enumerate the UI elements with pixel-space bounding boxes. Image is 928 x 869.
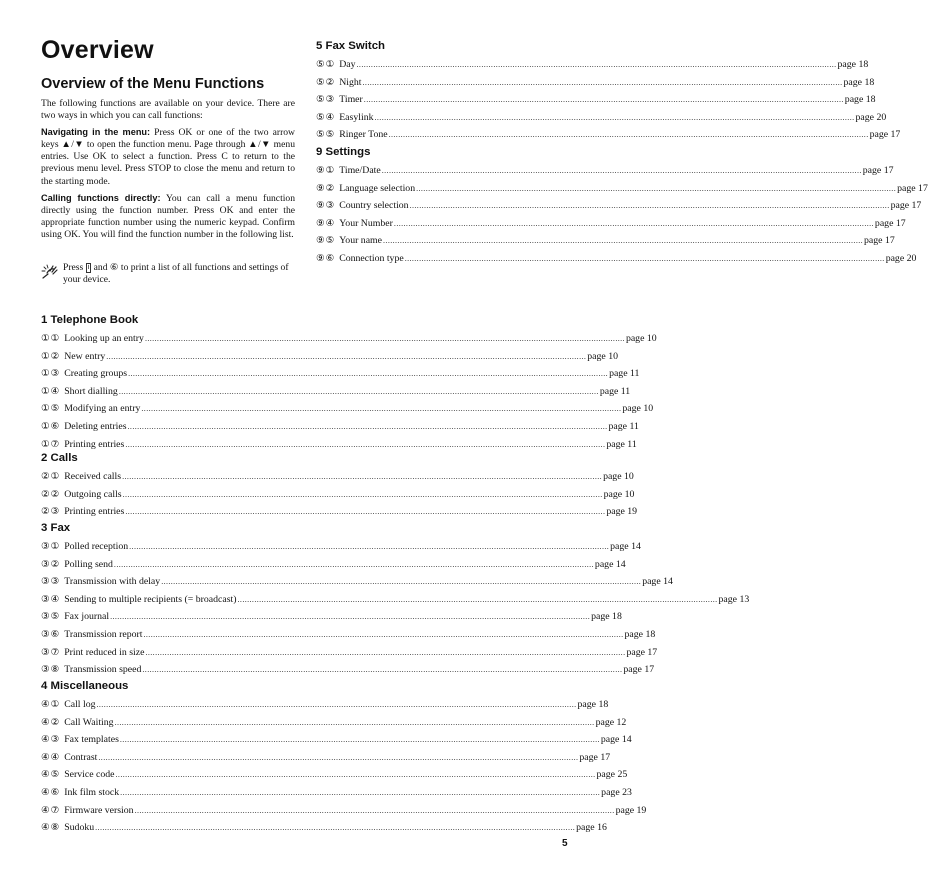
dot-leader: ........................................................................................................................................................................................................	[362, 77, 843, 87]
function-label: Your name	[339, 235, 383, 247]
page-reference: page 17	[623, 664, 655, 676]
dot-leader: ........................................................................................................................................................................................................	[144, 334, 625, 343]
function-number: ③③	[41, 576, 61, 588]
function-label: Night	[339, 76, 362, 88]
function-label: Transmission with delay	[64, 576, 161, 588]
page-reference: page 18	[843, 76, 875, 88]
function-label: Ringer Tone	[339, 129, 388, 141]
menu-entry	[41, 573, 673, 591]
page-reference: page 18	[624, 628, 656, 640]
function-number: ②①	[41, 471, 61, 482]
menu-entry	[316, 232, 895, 250]
intro-text	[41, 98, 295, 245]
function-label: Looking up an entry	[64, 333, 144, 344]
page-reference: page 17	[579, 751, 611, 763]
dot-leader: ........................................................................................................................................................................................................	[356, 60, 837, 69]
menu-entry	[41, 538, 641, 556]
page-reference: page 17	[869, 129, 901, 141]
function-label: Your Number	[339, 217, 393, 229]
function-label: Easylink	[339, 111, 374, 123]
page-reference: page 18	[591, 611, 622, 623]
dot-leader: ........................................................................................................................................................................................................	[416, 183, 897, 193]
function-number: ④②	[41, 716, 61, 728]
page-reference: page 17	[874, 217, 906, 229]
function-label: Printing entries	[64, 506, 125, 518]
dot-leader: ........................................................................................................................................................................................................	[106, 351, 587, 361]
function-number: ①⑦	[41, 438, 61, 450]
function-label: Polled reception	[64, 541, 129, 552]
function-number: ⑨①	[316, 165, 336, 176]
function-number: ④⑦	[41, 804, 61, 816]
page-title: Overview	[41, 36, 154, 64]
function-number: ⑨②	[316, 182, 336, 194]
direct-call-paragraph	[41, 192, 295, 241]
dot-leader: ........................................................................................................................................................................................................	[161, 577, 642, 587]
function-label: Outgoing calls	[64, 488, 122, 500]
page-reference: page 11	[606, 438, 637, 450]
function-label: New entry	[64, 350, 106, 362]
function-number: ①⑤	[41, 403, 61, 415]
dot-leader: ........................................................................................................................................................................................................	[114, 717, 595, 727]
section-heading: Overview of the Menu Functions	[41, 76, 265, 92]
menu-entry	[316, 91, 876, 109]
function-number: ⑤③	[316, 94, 336, 106]
intro-paragraph: The following functions are available on your device. There are two ways in which you can call functions:	[41, 98, 295, 122]
function-label: Timer	[339, 94, 363, 106]
function-number: ①①	[41, 333, 61, 344]
menu-section	[316, 144, 928, 268]
function-number: ③⑥	[41, 628, 61, 640]
dot-leader: ........................................................................................................................................................................................................	[95, 823, 576, 833]
menu-entry	[316, 250, 917, 268]
tip-hand-icon	[41, 263, 59, 281]
menu-section	[41, 520, 750, 679]
function-number: ⑤⑤	[316, 129, 336, 141]
function-label: Received calls	[64, 471, 122, 482]
menu-entry	[41, 348, 619, 366]
dot-leader: ........................................................................................................................................................................................................	[381, 166, 862, 175]
page-reference: page 10	[603, 488, 635, 500]
dot-leader: ........................................................................................................................................................................................................	[119, 735, 600, 745]
dot-leader: ........................................................................................................................................................................................................	[388, 130, 869, 140]
function-label: Ink film stock	[64, 786, 120, 798]
dot-leader: ........................................................................................................................................................................................................	[134, 805, 615, 815]
dot-leader: ........................................................................................................................................................................................................	[383, 236, 864, 246]
dot-leader: ........................................................................................................................................................................................................	[404, 253, 885, 263]
dot-leader: ........................................................................................................................................................................................................	[409, 201, 890, 211]
navigation-heading: Navigating in the menu:	[41, 127, 151, 138]
menu-section	[41, 450, 638, 521]
function-label: Connection type	[339, 252, 404, 264]
dot-leader: ........................................................................................................................................................................................................	[96, 700, 577, 709]
page-reference: page 11	[608, 420, 639, 432]
page-reference: page 14	[642, 576, 673, 588]
menu-entry	[41, 591, 750, 609]
function-number: ⑤④	[316, 111, 336, 123]
menu-section-title: 1 Telephone Book	[41, 314, 139, 326]
page-reference: page 18	[577, 699, 609, 710]
dot-leader: ........................................................................................................................................................................................................	[363, 95, 844, 105]
menu-entry	[41, 486, 635, 504]
function-number: ⑨③	[316, 200, 336, 212]
function-number: ④⑧	[41, 822, 61, 834]
page-reference: page 20	[855, 111, 887, 123]
page-reference: page 17	[897, 182, 928, 194]
function-label: Country selection	[339, 200, 409, 212]
function-number: ①②	[41, 350, 61, 362]
direct-call-text: You can call a menu function directly using the function number. Press OK and enter the appropriate function number using the numeric keypad. Confirm using OK. You will find the function number in the following list.	[41, 192, 295, 240]
key-six-icon: ⑥	[109, 262, 119, 273]
menu-section-title: 4 Miscellaneous	[41, 680, 129, 692]
function-number: ④⑥	[41, 786, 61, 798]
function-label: Transmission speed	[64, 664, 142, 676]
menu-entry	[316, 126, 901, 144]
dot-leader: ........................................................................................................................................................................................................	[145, 647, 626, 657]
dot-leader: ........................................................................................................................................................................................................	[393, 218, 874, 228]
function-number: ⑨④	[316, 217, 336, 229]
menu-entry	[41, 696, 609, 714]
page-reference: page 25	[596, 769, 628, 781]
function-number: ①④	[41, 385, 61, 397]
page-reference: page 17	[626, 646, 658, 658]
page-reference: page 23	[601, 786, 632, 798]
page-reference: page 10	[625, 333, 657, 344]
function-label: Print reduced in size	[64, 646, 145, 658]
function-number: ①⑥	[41, 420, 61, 432]
menu-section-title: 9 Settings	[316, 146, 371, 158]
page-reference: page 20	[885, 252, 917, 264]
menu-entry	[41, 468, 634, 486]
page-reference: page 14	[610, 541, 641, 552]
dot-leader: ........................................................................................................................................................................................................	[118, 386, 599, 396]
menu-entry	[41, 766, 628, 784]
function-label: Contrast	[64, 751, 98, 763]
function-number: ⑤②	[316, 76, 336, 88]
navigation-text: Press OK or one of the two arrow keys ▲/▼ to open the function menu. Page through ▲/▼ menu entries. Use OK to select a function. Press C to return to the previous menu level. Press STOP to close the menu and return to the starting mode.	[41, 127, 295, 187]
page-reference: page 18	[844, 94, 876, 106]
info-key-icon: i	[87, 264, 90, 271]
function-number: ④⑤	[41, 769, 61, 781]
dot-leader: ........................................................................................................................................................................................................	[122, 472, 603, 481]
function-number: ⑨⑤	[316, 235, 336, 247]
function-label: Fax templates	[64, 734, 119, 746]
page-reference: page 17	[890, 200, 922, 212]
menu-entry	[41, 784, 632, 802]
function-number: ③⑤	[41, 611, 61, 623]
dot-leader: ........................................................................................................................................................................................................	[120, 787, 601, 797]
function-label: Call Waiting	[64, 716, 114, 728]
page-reference: page 14	[594, 558, 626, 570]
menu-entry	[41, 731, 632, 749]
menu-entry	[41, 802, 647, 820]
function-label: Fax journal	[64, 611, 110, 623]
page-reference: page 19	[606, 506, 638, 518]
function-label: Deleting entries	[64, 420, 127, 432]
function-label: Creating groups	[64, 368, 128, 380]
page-reference: page 13	[718, 593, 750, 605]
function-label: Polling send	[64, 558, 113, 570]
menu-entry	[41, 749, 611, 767]
dot-leader: ........................................................................................................................................................................................................	[113, 559, 594, 569]
page-reference: page 19	[615, 804, 647, 816]
page-reference: page 11	[599, 385, 631, 397]
function-label: Modifying an entry	[64, 403, 141, 415]
function-number: ⑨⑥	[316, 252, 336, 264]
page-reference: page 12	[595, 716, 627, 728]
menu-entry	[41, 503, 638, 521]
dot-leader: ........................................................................................................................................................................................................	[129, 542, 610, 551]
function-number: ③④	[41, 593, 61, 605]
menu-entry	[41, 819, 607, 837]
function-label: Time/Date	[339, 165, 381, 176]
dot-leader: ........................................................................................................................................................................................................	[237, 594, 718, 604]
menu-entry	[41, 418, 639, 436]
function-number: ①③	[41, 368, 61, 380]
menu-entry	[316, 180, 928, 198]
menu-entry	[41, 556, 626, 574]
dot-leader: ........................................................................................................................................................................................................	[98, 752, 579, 762]
menu-entry	[316, 197, 922, 215]
function-number: ④③	[41, 734, 61, 746]
dot-leader: ........................................................................................................................................................................................................	[374, 112, 855, 122]
function-number: ⑤①	[316, 59, 336, 70]
page-reference: page 17	[864, 235, 895, 247]
menu-entry	[41, 400, 654, 418]
menu-entry	[41, 330, 657, 348]
function-number: ④④	[41, 751, 61, 763]
function-label: Day	[339, 59, 356, 70]
function-number: ③②	[41, 558, 61, 570]
tip-text: Press i and ⑥ to print a list of all functions and settings of your device.	[63, 262, 289, 286]
dot-leader: ........................................................................................................................................................................................................	[141, 404, 622, 414]
dot-leader: ........................................................................................................................................................................................................	[110, 612, 591, 622]
function-label: Service code	[64, 769, 115, 781]
menu-section	[316, 38, 901, 144]
function-label: Printing entries	[64, 438, 125, 450]
function-label: Firmware version	[64, 804, 134, 816]
function-number: ②③	[41, 506, 61, 518]
dot-leader: ........................................................................................................................................................................................................	[127, 421, 608, 431]
dot-leader: ........................................................................................................................................................................................................	[125, 507, 606, 517]
function-number: ②②	[41, 488, 61, 500]
tip-note	[41, 262, 295, 286]
menu-entry	[316, 109, 887, 127]
function-number: ③①	[41, 541, 61, 552]
menu-entry	[41, 626, 656, 644]
menu-entry	[41, 644, 658, 662]
function-label: Language selection	[339, 182, 416, 194]
menu-section-title: 3 Fax	[41, 522, 71, 534]
dot-leader: ........................................................................................................................................................................................................	[128, 369, 609, 379]
menu-section	[41, 678, 647, 837]
menu-entry	[41, 365, 640, 383]
function-number: ③⑦	[41, 646, 61, 658]
menu-entry	[316, 162, 894, 180]
dot-leader: ........................................................................................................................................................................................................	[115, 770, 596, 780]
page-reference: page 14	[600, 734, 632, 746]
page-reference: page 10	[603, 471, 634, 482]
direct-call-heading: Calling functions directly:	[41, 192, 161, 203]
function-label: Short dialling	[64, 385, 118, 397]
menu-entry	[316, 215, 906, 233]
page-reference: page 16	[576, 822, 607, 834]
function-label: Sudoku	[64, 822, 95, 834]
menu-entry	[41, 608, 622, 626]
dot-leader: ........................................................................................................................................................................................................	[142, 665, 623, 675]
dot-leader: ........................................................................................................................................................................................................	[125, 439, 606, 449]
page-number: 5	[562, 838, 568, 849]
menu-section-title: 5 Fax Switch	[316, 40, 386, 52]
menu-entry	[41, 714, 627, 732]
menu-entry	[41, 383, 631, 401]
menu-entry	[316, 56, 869, 74]
page-reference: page 11	[609, 368, 640, 380]
menu-section-title: 2 Calls	[41, 452, 78, 464]
page-reference: page 10	[622, 403, 654, 415]
menu-section	[41, 312, 657, 453]
function-label: Sending to multiple recipients (= broadcast)	[64, 593, 237, 605]
page-reference: page 18	[837, 59, 869, 70]
dot-leader: ........................................................................................................................................................................................................	[143, 629, 624, 639]
function-label: Call log	[64, 699, 96, 710]
page-reference: page 10	[587, 350, 619, 362]
function-number: ④①	[41, 699, 61, 710]
menu-entry	[316, 74, 875, 92]
menu-entry	[41, 661, 655, 679]
dot-leader: ........................................................................................................................................................................................................	[122, 489, 603, 499]
navigation-paragraph	[41, 126, 295, 187]
function-label: Transmission report	[64, 628, 143, 640]
function-number: ③⑧	[41, 664, 61, 676]
page-reference: page 17	[862, 165, 894, 176]
